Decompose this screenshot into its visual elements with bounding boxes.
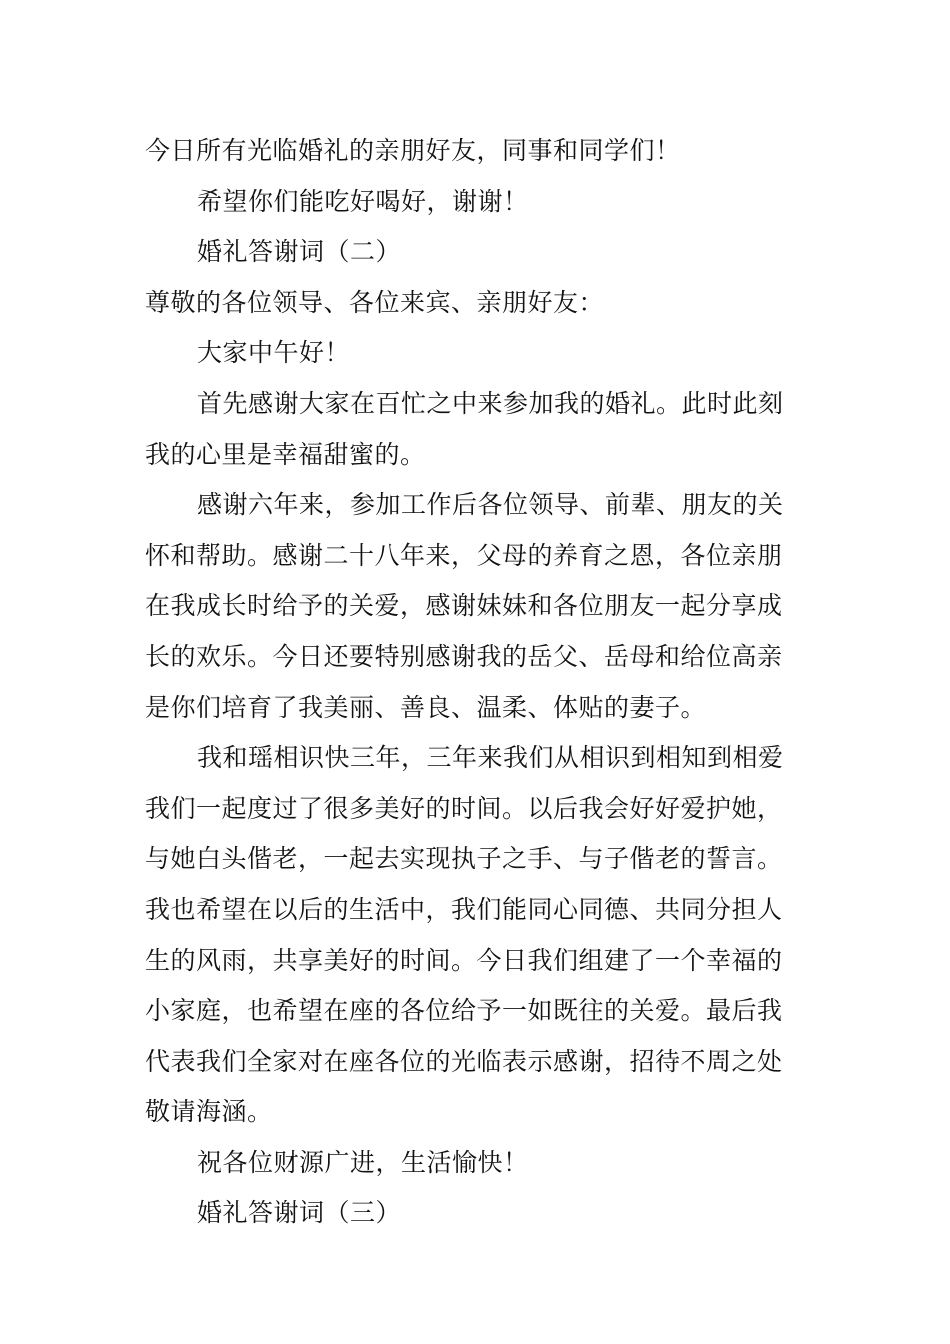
text-line: 祝各位财源广进，生活愉快！ [197, 1147, 529, 1177]
text-line: 与她白头偕老，一起去实现执子之手、与子偕老的誓言。 [145, 844, 783, 874]
text-line: 生的风雨，共享美好的时间。今日我们组建了一个幸福的 [145, 945, 783, 975]
section-heading: 婚礼答谢词（三） [197, 1198, 402, 1228]
text-line: 代表我们全家对在座各位的光临表示感谢，招待不周之处 [145, 1046, 783, 1076]
text-line: 希望你们能吃好喝好，谢谢！ [197, 186, 529, 216]
text-line: 我们一起度过了很多美好的时间。以后我会好好爱护她， [145, 793, 783, 823]
text-line: 长的欢乐。今日还要特别感谢我的岳父、岳母和给位高亲 [145, 641, 783, 671]
text-line: 感谢六年来，参加工作后各位领导、前辈、朋友的关 [197, 490, 784, 520]
text-line: 我和瑶相识快三年，三年来我们从相识到相知到相爱 [197, 743, 784, 773]
text-line: 大家中午好！ [197, 338, 351, 368]
text-line: 我也希望在以后的生活中，我们能同心同德、共同分担人 [145, 894, 783, 924]
text-line: 怀和帮助。感谢二十八年来，父母的养育之恩，各位亲朋 [145, 540, 783, 570]
text-line: 首先感谢大家在百忙之中来参加我的婚礼。此时此刻 [197, 388, 784, 418]
text-line: 在我成长时给予的关爱，感谢妹妹和各位朋友一起分享成 [145, 591, 783, 621]
text-line: 我的心里是幸福甜蜜的。 [145, 439, 426, 469]
text-line: 小家庭，也希望在座的各位给予一如既往的关爱。最后我 [145, 996, 783, 1026]
section-heading: 婚礼答谢词（二） [197, 237, 402, 267]
text-line: 是你们培育了我美丽、善良、温柔、体贴的妻子。 [145, 692, 707, 722]
salutation: 尊敬的各位领导、各位来宾、亲朋好友： [145, 287, 605, 317]
text-line: 今日所有光临婚礼的亲朋好友，同事和同学们！ [145, 136, 681, 165]
text-line: 敬请海涵。 [145, 1097, 273, 1127]
document-body [145, 126, 810, 1239]
